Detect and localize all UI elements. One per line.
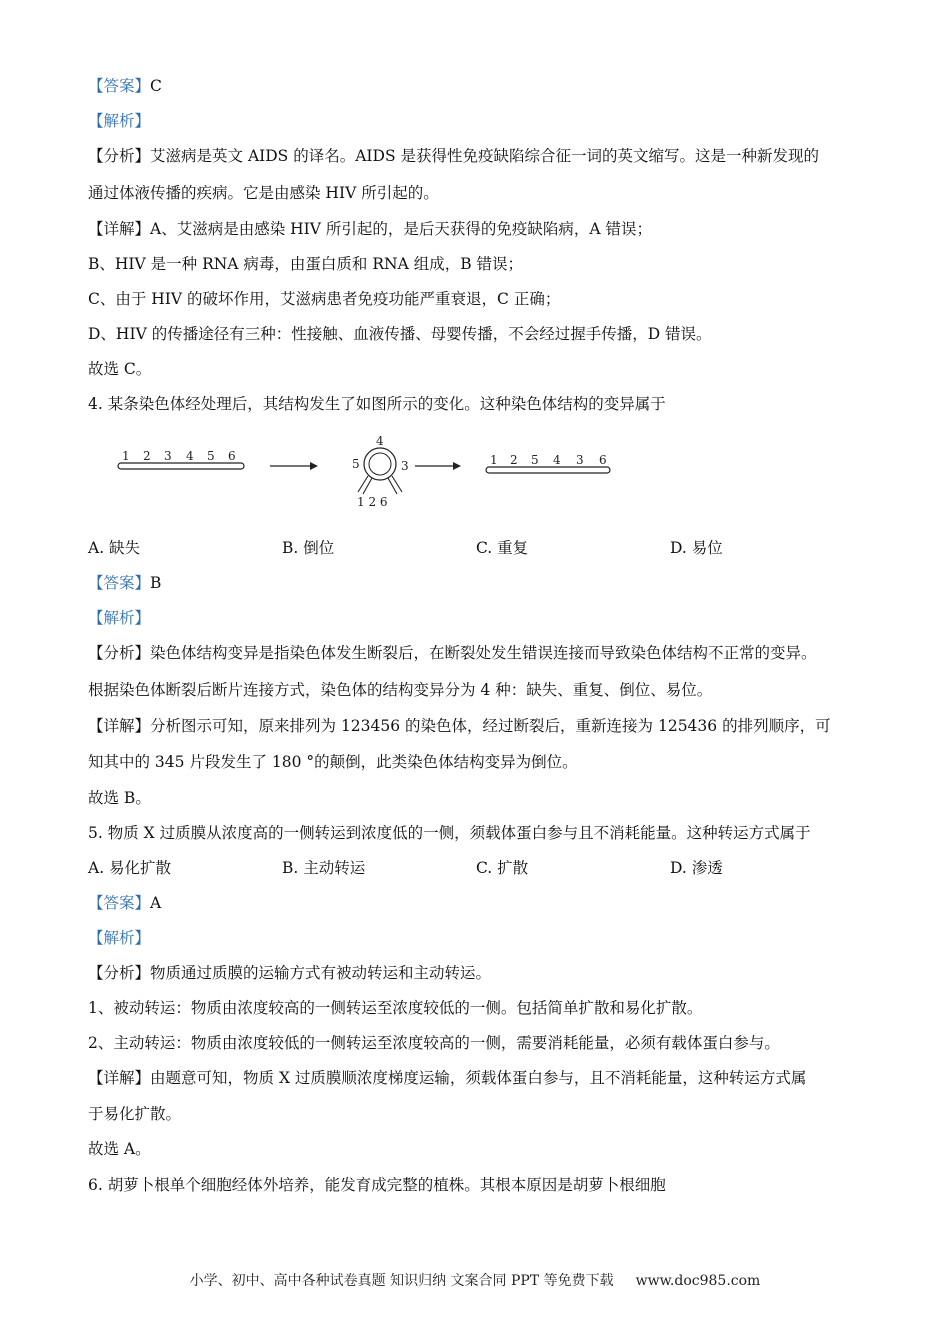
q3-detail-c: C、由于 HIV 的破坏作用，艾滋病患者免疫功能严重衰退，C 正确；	[88, 290, 561, 308]
q4-answer: 【答案】B	[88, 574, 162, 592]
arrow-icon	[415, 462, 461, 470]
chromosome-loop	[352, 436, 409, 509]
before-label-2: 2	[143, 449, 151, 463]
chromosome-inversion-figure	[110, 436, 630, 516]
q4-option-d: D. 易位	[670, 539, 723, 557]
after-label-1: 1	[490, 453, 498, 467]
q4-analysis-heading: 【解析】	[88, 609, 151, 627]
after-label-4: 4	[553, 453, 561, 467]
after-label-5: 3	[576, 453, 584, 467]
q5-stem: 5. 物质 X 过质膜从浓度高的一侧转运到浓度低的一侧，须载体蛋白参与且不消耗能量。这种转运方式属于	[88, 824, 811, 842]
q5-conclusion: 故选 A。	[88, 1140, 151, 1158]
chromosome-after	[486, 453, 610, 473]
before-label-1: 1	[122, 449, 130, 463]
q3-conclusion: 故选 C。	[88, 360, 152, 378]
q5-answer: 【答案】A	[88, 894, 162, 912]
q4-option-b: B. 倒位	[282, 539, 335, 557]
q5-option-d: D. 渗透	[670, 859, 723, 877]
before-label-6: 6	[228, 449, 236, 463]
loop-label-bottom: 1 2 6	[357, 495, 388, 509]
q5-point2: 2、主动转运：物质由浓度较低的一侧转运至浓度较高的一侧，需要消耗能量，必须有载体蛋白参与。	[88, 1034, 780, 1052]
before-label-5: 5	[207, 449, 215, 463]
before-label-3: 3	[164, 449, 172, 463]
q5-option-b: B. 主动转运	[282, 859, 366, 877]
q6-stem: 6. 胡萝卜根单个细胞经体外培养，能发育成完整的植株。其根本原因是胡萝卜根细胞	[88, 1176, 666, 1194]
q4-conclusion: 故选 B。	[88, 789, 151, 807]
q5-option-a: A. 易化扩散	[88, 859, 172, 877]
arrow-icon	[270, 462, 318, 470]
q3-analysis-line1: 【分析】艾滋病是英文 AIDS 的译名。AIDS 是获得性免疫缺陷综合征一词的英文缩写。这是一种新发现的	[88, 147, 820, 165]
q5-option-c: C. 扩散	[476, 859, 529, 877]
q3-detail-b: B、HIV 是一种 RNA 病毒，由蛋白质和 RNA 组成，B 错误；	[88, 255, 524, 273]
q5-analysis-line1: 【分析】物质通过质膜的运输方式有被动转运和主动转运。	[88, 964, 492, 982]
loop-label-right: 3	[401, 459, 409, 473]
after-label-2: 2	[510, 453, 518, 467]
q5-options	[88, 858, 868, 878]
footer-text: 小学、初中、高中各种试卷真题 知识归纳 文案合同 PPT 等免费下载	[189, 1273, 614, 1289]
q3-detail-a: 【详解】A、艾滋病是由感染 HIV 所引起的，是后天获得的免疫缺陷病，A 错误；	[88, 220, 653, 238]
page-footer	[0, 1270, 950, 1290]
q4-stem: 4. 某条染色体经处理后，其结构发生了如图所示的变化。这种染色体结构的变异属于	[88, 395, 666, 413]
q4-analysis-line2: 根据染色体断裂后断片连接方式，染色体的结构变异分为 4 种：缺失、重复、倒位、易位。	[88, 681, 713, 699]
footer-link[interactable]: www.doc985.com	[635, 1273, 761, 1289]
q5-detail-line1: 【详解】由题意可知，物质 X 过质膜顺浓度梯度运输，须载体蛋白参与，且不消耗能量，这种转运方式属	[88, 1069, 807, 1087]
q5-analysis-heading: 【解析】	[88, 929, 151, 947]
loop-label-top: 4	[376, 436, 384, 448]
q3-analysis-heading: 【解析】	[88, 112, 151, 130]
loop-label-left: 5	[352, 457, 360, 471]
q5-point1: 1、被动转运：物质由浓度较高的一侧转运至浓度较低的一侧。包括简单扩散和易化扩散。	[88, 999, 703, 1017]
q5-detail-line2: 于易化扩散。	[88, 1105, 182, 1123]
q3-analysis-line2: 通过体液传播的疾病。它是由感染 HIV 所引起的。	[88, 184, 439, 202]
q4-analysis-line1: 【分析】染色体结构变异是指染色体发生断裂后，在断裂处发生错误连接而导致染色体结构不正常的变异。	[88, 644, 817, 662]
q4-option-c: C. 重复	[476, 539, 529, 557]
q3-answer: 【答案】C	[88, 77, 162, 95]
before-label-4: 4	[186, 449, 194, 463]
q4-options	[88, 538, 868, 558]
after-label-3: 5	[531, 453, 539, 467]
chromosome-before	[118, 449, 244, 469]
q4-option-a: A. 缺失	[88, 539, 141, 557]
q4-detail-line2: 知其中的 345 片段发生了 180 °的颠倒，此类染色体结构变异为倒位。	[88, 753, 578, 771]
q3-detail-d: D、HIV 的传播途径有三种：性接触、血液传播、母婴传播，不会经过握手传播，D 错误。	[88, 325, 712, 343]
q4-detail-line1: 【详解】分析图示可知，原来排列为 123456 的染色体，经过断裂后，重新连接为 125436 的排列顺序，可	[88, 717, 831, 735]
after-label-6: 6	[599, 453, 607, 467]
